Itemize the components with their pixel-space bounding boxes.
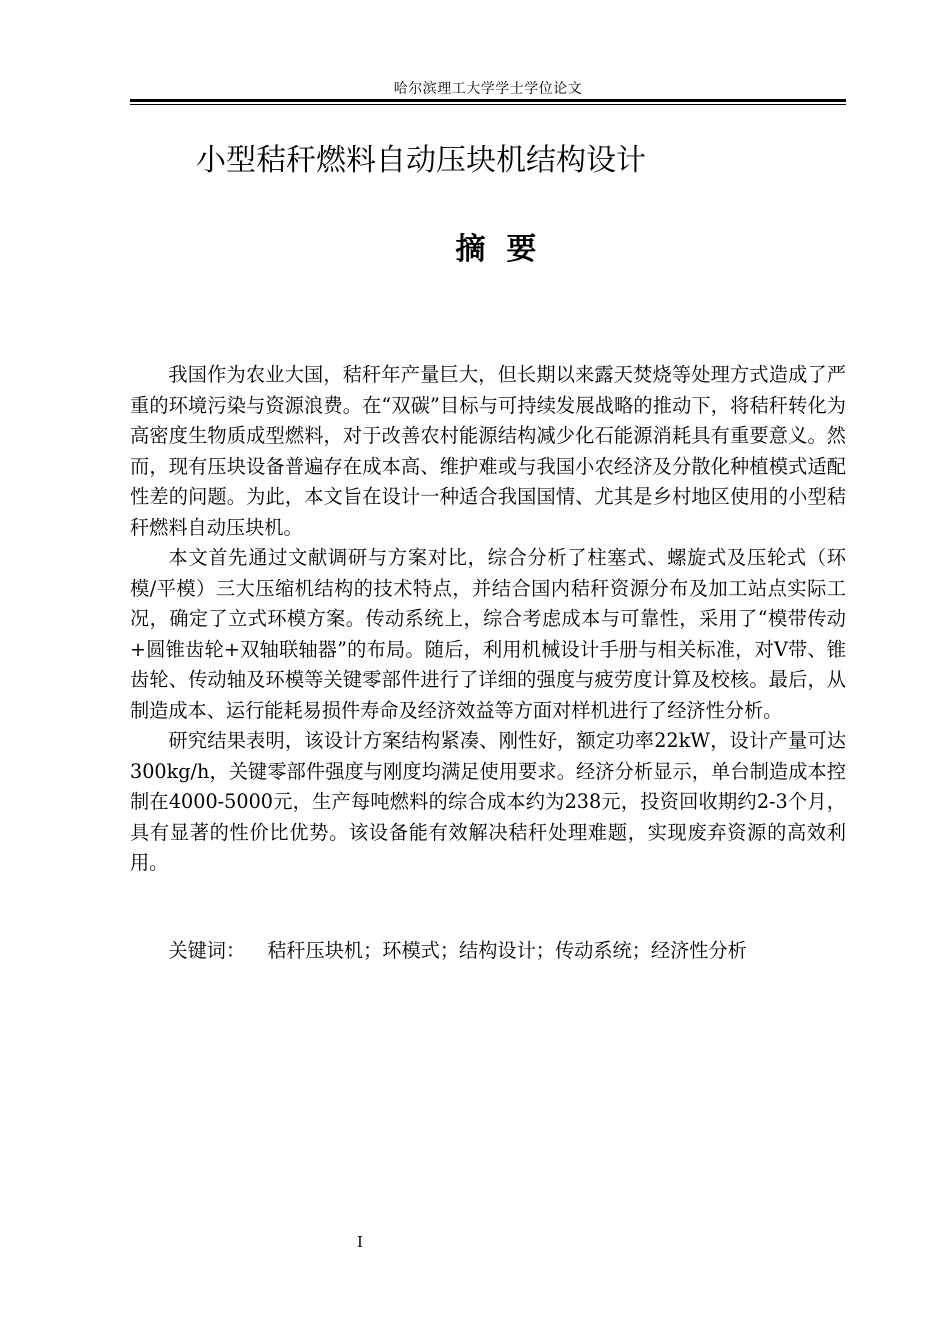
- header-rule-thick: [130, 99, 846, 102]
- keywords-label: 关键词：: [168, 939, 246, 962]
- running-header: 哈尔滨理工大学学士学位论文: [393, 81, 583, 97]
- abstract-body: [130, 360, 846, 879]
- abstract-paragraph-2: 本文首先通过文献调研与方案对比，综合分析了柱塞式、螺旋式及压轮式（环模/平模）三大压缩机结构的技术特点，并结合国内秸秆资源分布及加工站点实际工况，确定了立式环模方案。传动系统上，综合考虑成本与可靠性，采用了“模带传动+圆锥齿轮+双轴联轴器”的布局。随后，利用机械设计手册与相关标准，对V带、锥齿轮、传动轴及环模等关键零部件进行了详细的强度与疲劳度计算及校核。最后，从制造成本、运行能耗易损件寿命及经济效益等方面对样机进行了经济性分析。: [130, 546, 846, 722]
- keywords-text: 秸秆压块机；环模式；结构设计；传动系统；经济性分析: [267, 939, 747, 962]
- abstract-heading: 摘 要: [455, 232, 537, 267]
- abstract-paragraph-3: 研究结果表明，该设计方案结构紧凑、刚性好，额定功率22kW，设计产量可达300kg/h，关键零部件强度与刚度均满足使用要求。经济分析显示，单台制造成本控制在4000-5000元，生产每吨燃料的综合成本约为238元，投资回收期约2-3个月，具有显著的性价比优势。该设备能有效解决秸秆处理难题，实现废弃资源的高效利用。: [130, 729, 846, 874]
- header-rule-thin: [130, 104, 846, 105]
- keywords-line: [130, 936, 846, 966]
- thesis-title: 小型秸秆燃料自动压块机结构设计: [196, 143, 646, 178]
- page-number: I: [357, 1233, 363, 1251]
- abstract-paragraph-1: 我国作为农业大国，秸秆年产量巨大，但长期以来露天焚烧等处理方式造成了严重的环境污染与资源浪费。在“双碳”目标与可持续发展战略的推动下，将秸秆转化为高密度生物质成型燃料，对于改善农村能源结构减少化石能源消耗具有重要意义。然而，现有压块设备普遍存在成本高、维护难或与我国小农经济及分散化种植模式适配性差的问题。为此，本文旨在设计一种适合我国国情、尤其是乡村地区使用的小型秸秆燃料自动压块机。: [130, 363, 846, 539]
